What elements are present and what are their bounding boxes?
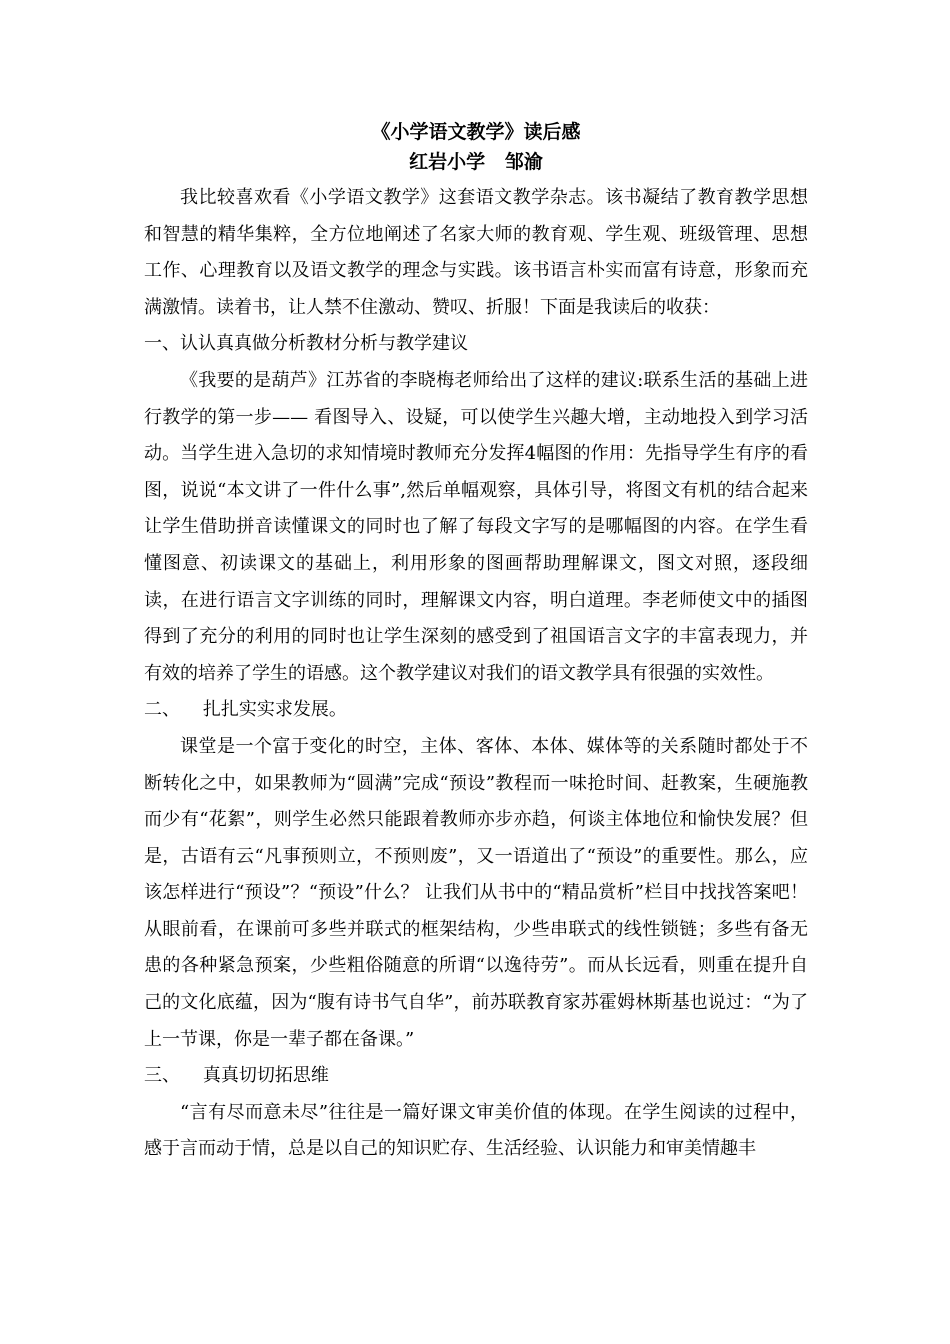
section-heading-3: 三、 真真切切拓思维 [144,1065,329,1087]
intro-paragraph: 我比较喜欢看《小学语文教学》这套语文教学杂志。该书凝结了教育教学思想和智慧的精华集粹，全方位地阐述了名家大师的教育观、学生观、班级管理、思想工作、心理教育以及语文教学的理念与实践。该书语言朴实而富有诗意，形象而充满激情。读着书，让人禁不住激动、赞叹、折服！下面是我读后的收获： [144,187,808,318]
section-2-paragraph: 课堂是一个富于变化的时空，主体、客体、本体、媒体等的关系随时都处于不断转化之中，如果教师为“圆满”完成“预设”教程而一味抢时间、赶教案，生硬施教而少有“花絮”，则学生必然只能跟着教师亦步亦趋，何谈主体地位和愉快发展？但是，古语有云“凡事预则立，不预则废”，又一语道出了“预设”的重要性。那么，应该怎样进行“预设”？“预设”什么？ 让我们从书中的“精品赏析”栏目中找找答案吧！从眼前看，在课前可多些并联式的框架结构，少些串联式的线性锁链；多些有备无患的各种紧急预案，少些粗俗随意的所谓“以逸待劳”。而从长远看，则重在提升自己的文化底蕴，因为“腹有诗书气自华”，前苏联教育家苏霍姆林斯基也说过：“为了上一节课，你是一辈子都在备课。” [144,735,808,1050]
section-1-paragraph: 《我要的是葫芦》江苏省的李晓梅老师给出了这样的建议:联系生活的基础上进行教学的第一步—— 看图导入、设疑，可以使学生兴趣大增，主动地投入到学习活动。当学生进入急切的求知情境时教师充分发挥4幅图的作用：先指导学生有序的看图，说说“本文讲了一件什么事”,然后单幅观察，具体引导，将图文有机的结合起来让学生借助拼音读懂课文的同时也了解了每段文字写的是哪幅图的内容。在学生看懂图意、初读课文的基础上，利用形象的图画帮助理解课文，图文对照，逐段细读，在进行语言文字训练的同时，理解课文内容，明白道理。李老师使文中的插图得到了充分的利用的同时也让学生深刻的感受到了祖国语言文字的丰富表现力，并有效的培养了学生的语感。这个教学建议对我们的语文教学具有很强的实效性。 [144,369,808,684]
section-heading-2: 二、 扎扎实实求发展。 [144,699,347,721]
document-author: 红岩小学 邹渝 [409,151,543,173]
section-heading-1: 一、认认真真做分析教材分析与教学建议 [144,333,468,355]
document-body [144,118,808,1168]
section-3-paragraph: “言有尽而意未尽”往往是一篇好课文审美价值的体现。在学生阅读的过程中，感于言而动于情，总是以自己的知识贮存、生活经验、认识能力和审美情趣丰 [144,1101,808,1160]
document-title: 《小学语文教学》读后感 [371,121,581,143]
